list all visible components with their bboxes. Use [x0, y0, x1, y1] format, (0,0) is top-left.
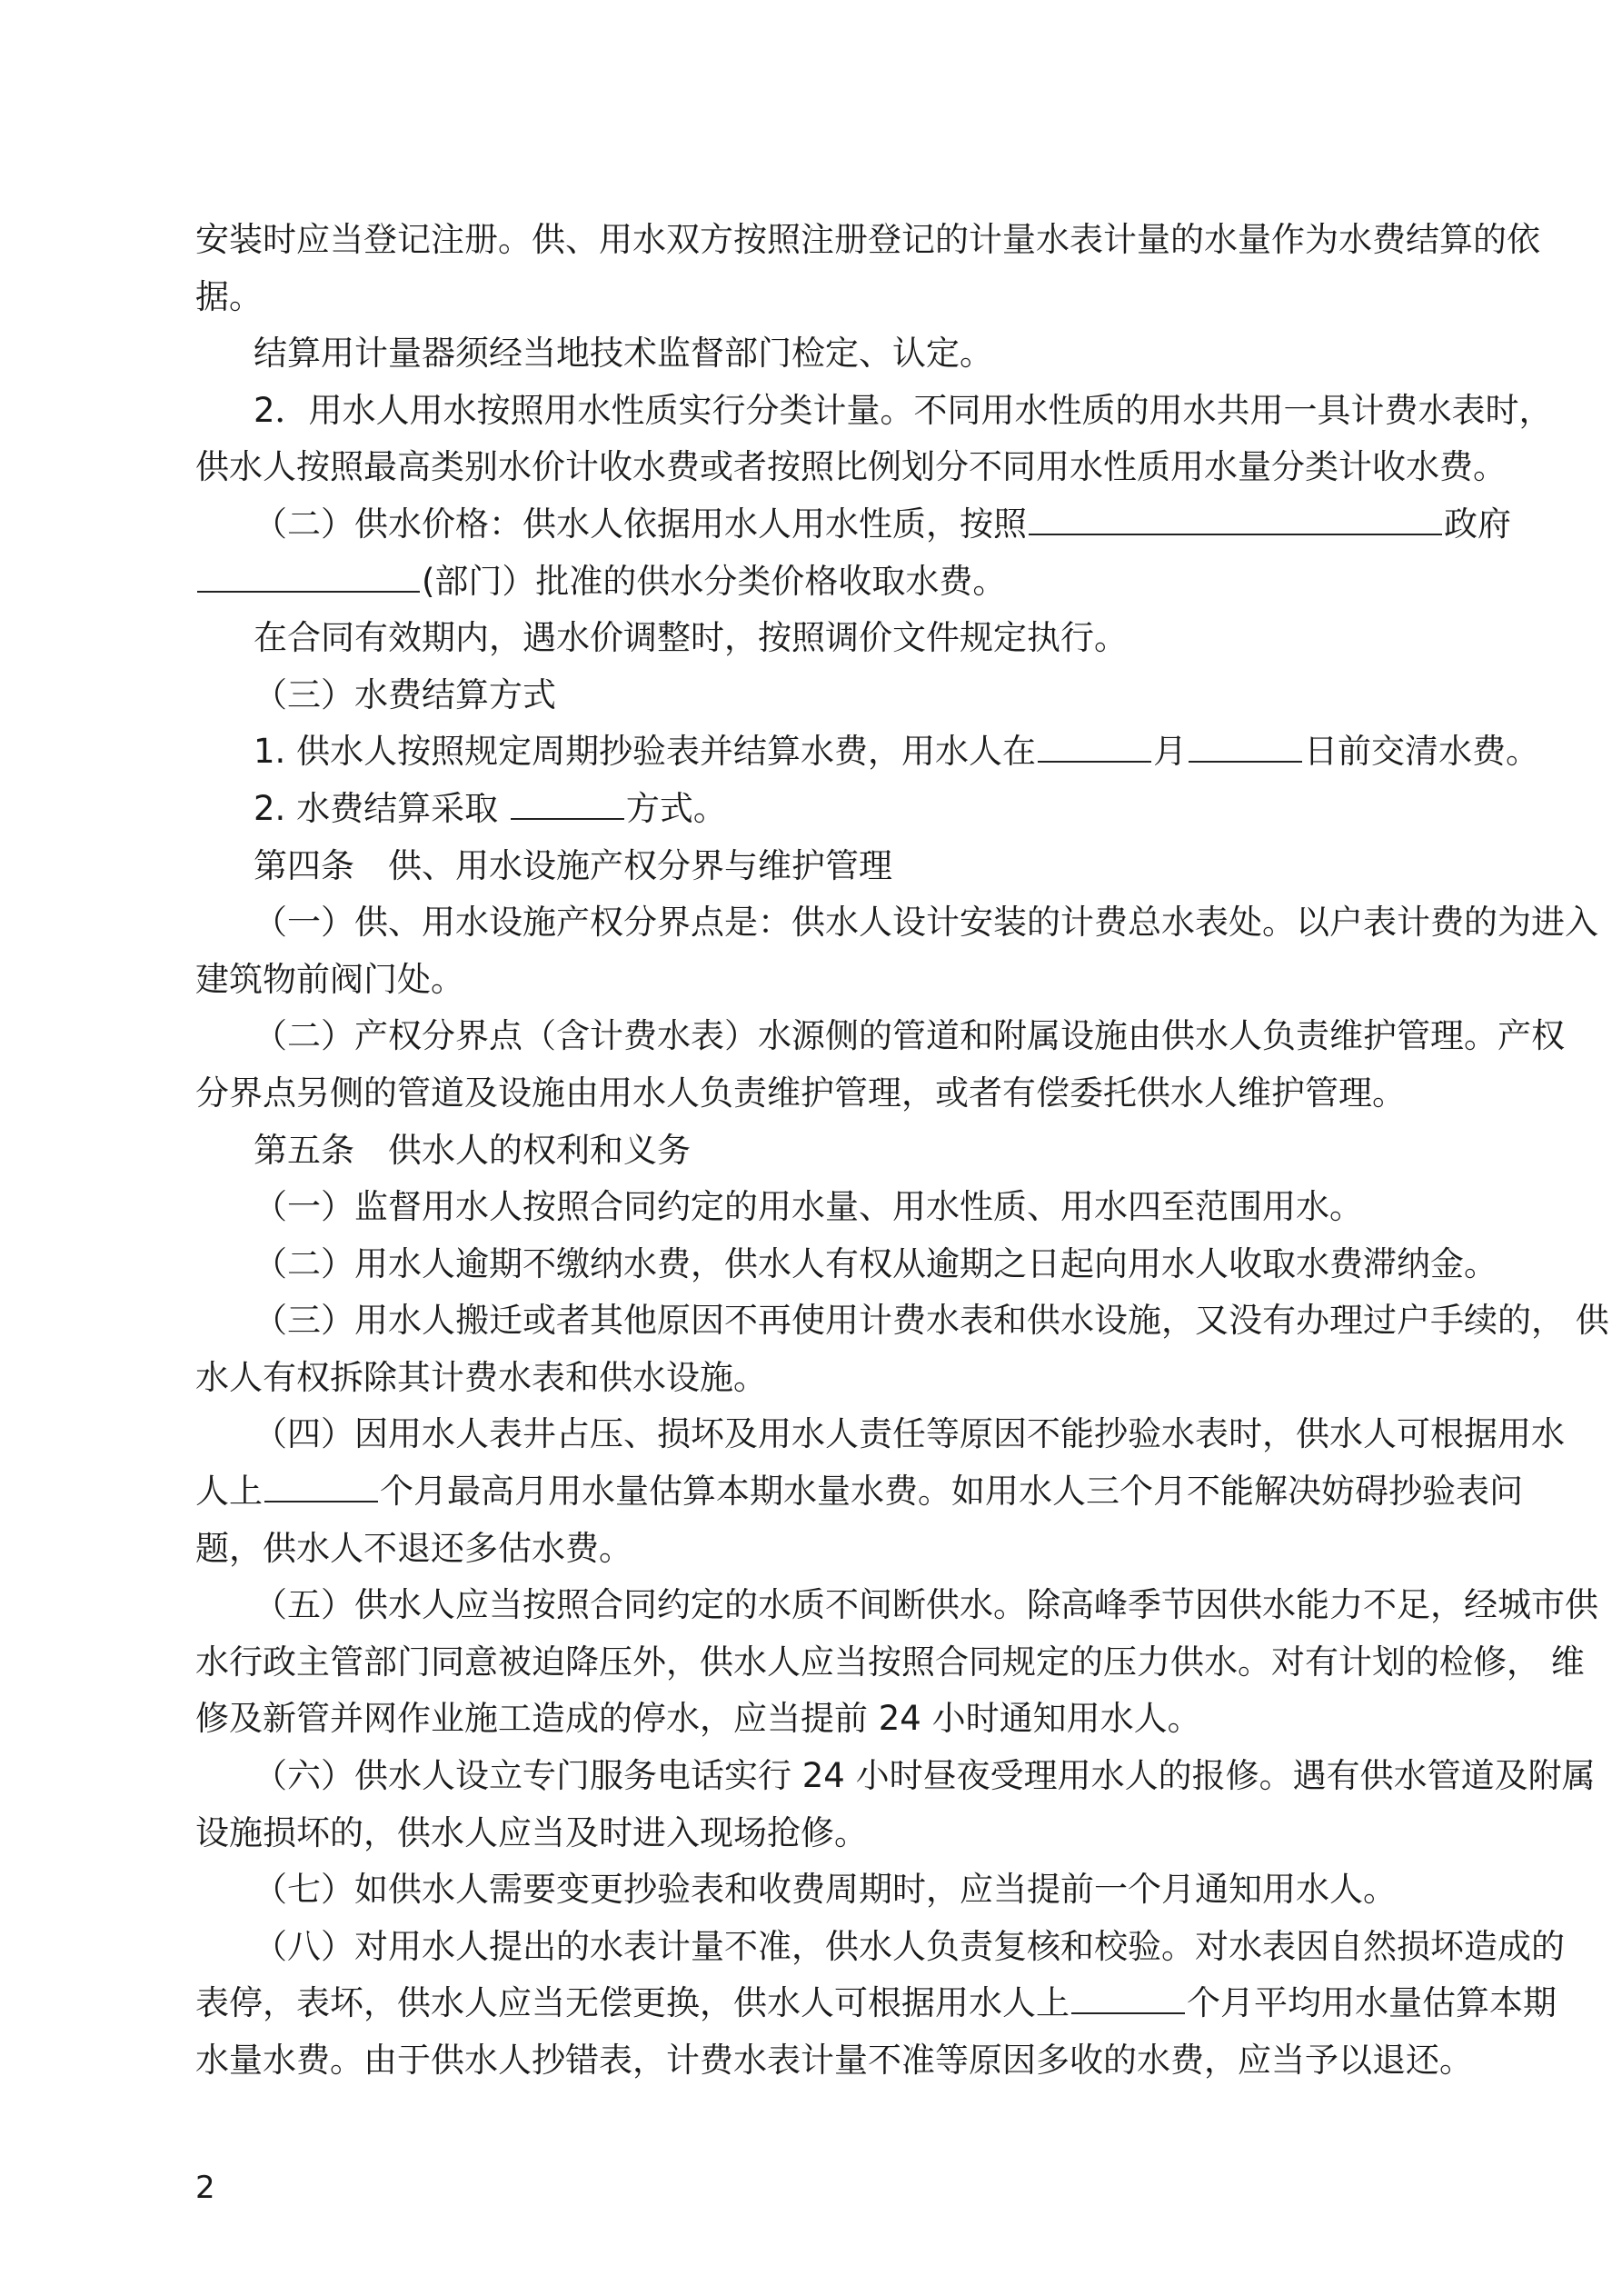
text-line	[195, 2032, 1473, 2090]
text-segment: （二）产权分界点（含计费水表）水源侧的管道和附属设施由供水人负责维护管理。产权	[254, 1016, 1565, 1056]
paragraph	[195, 1862, 1454, 1919]
text-segment: 据。	[195, 276, 263, 316]
text-line	[195, 1406, 1565, 1463]
text-segment: (部门）批准的供水分类价格收取水费。	[422, 561, 1007, 601]
text-line	[195, 269, 1454, 326]
fill-in-blank[interactable]	[1071, 1982, 1185, 2014]
text-line	[195, 1748, 1596, 1805]
paragraph	[195, 724, 1540, 781]
text-line	[195, 667, 1454, 724]
text-line	[195, 325, 1454, 383]
text-segment: 人上	[195, 1472, 263, 1512]
document-body	[195, 212, 1609, 2090]
text-segment: （七）如供水人需要变更抄验表和收费周期时，应当提前一个月通知用水人。	[254, 1870, 1397, 1910]
text-segment: 第四条 供、用水设施产权分界与维护管理	[254, 845, 892, 885]
fill-in-blank[interactable]	[1038, 730, 1151, 763]
text-segment: 第五条 供水人的权利和义务	[254, 1130, 691, 1170]
paragraph	[195, 838, 1454, 895]
text-segment: 水人有权拆除其计费水表和供水设施。	[195, 1357, 767, 1397]
paragraph	[195, 1179, 1454, 1236]
text-line	[195, 1236, 1498, 1293]
text-segment: （四）因用水人表井占压、损坏及用水人责任等原因不能抄验水表时，供水人可根据用水	[254, 1414, 1565, 1454]
text-segment: （二）用水人逾期不缴纳水费，供水人有权从逾期之日起向用水人收取水费滞纳金。	[254, 1243, 1498, 1283]
text-segment: 设施损坏的，供水人应当及时进入现场抢修。	[195, 1812, 868, 1852]
text-segment: （八）对用水人提出的水表计量不准，供水人负责复核和校验。对水表因自然损坏造成的	[254, 1926, 1565, 1966]
text-line	[195, 439, 1507, 496]
text-segment: 水量水费。由于供水人抄错表，计费水表计量不准等原因多收的水费，应当予以退还。	[195, 2041, 1473, 2080]
text-line	[195, 554, 1454, 611]
text-segment: 2．用水人用水按照用水性质实行分类计量。不同用水性质的用水共用一具计费水表时，	[254, 390, 1553, 430]
text-segment: 修及新管并网作业施工造成的停水，应当提前 24 小时通知用水人。	[195, 1699, 1201, 1739]
text-segment: 政府	[1444, 504, 1511, 544]
text-line	[195, 1975, 1557, 2032]
text-segment: （三）水费结算方式	[254, 674, 556, 714]
text-segment: 建筑物前阀门处。	[195, 959, 464, 999]
text-line	[195, 1350, 1454, 1407]
text-line	[195, 212, 1540, 269]
paragraph	[195, 610, 1454, 667]
fill-in-blank[interactable]	[511, 787, 624, 820]
text-segment: 1. 供水人按照规定周期抄验表并结算水费，用水人在	[254, 732, 1037, 772]
text-line	[195, 1577, 1598, 1634]
text-segment: 安装时应当登记注册。供、用水双方按照注册登记的计量水表计量的水量作为水费结算的依	[195, 220, 1540, 259]
text-segment: 在合同有效期内，遇水价调整时，按照调价文件规定执行。	[254, 618, 1128, 658]
paragraph	[195, 1748, 1596, 1862]
text-line	[195, 894, 1598, 952]
paragraph	[195, 325, 1454, 383]
text-segment: 供水人按照最高类别水价计收水费或者按照比例划分不同用水性质用水量分类计收水费。	[195, 447, 1507, 487]
text-line	[195, 383, 1553, 440]
paragraph	[195, 1919, 1565, 2090]
text-line	[195, 1123, 1454, 1180]
text-segment: 个月平均用水量估算本期	[1187, 1983, 1557, 2023]
text-segment: 方式。	[625, 788, 727, 828]
text-line	[195, 838, 1454, 895]
text-line	[195, 1919, 1565, 1976]
text-line	[195, 1691, 1454, 1748]
paragraph	[195, 1008, 1565, 1122]
text-line	[195, 496, 1511, 554]
text-segment: （五）供水人应当按照合同约定的水质不间断供水。除高峰季节因供水能力不足，经城市供	[254, 1585, 1598, 1625]
fill-in-blank[interactable]	[264, 1470, 378, 1502]
paragraph	[195, 667, 1454, 724]
text-segment: （一）供、用水设施产权分界点是：供水人设计安装的计费总水表处。以户表计费的为进入	[254, 903, 1598, 943]
text-line	[195, 1463, 1523, 1521]
text-segment: 表停，表坏，供水人应当无偿更换，供水人可根据用水人上	[195, 1983, 1070, 2023]
text-line	[195, 1008, 1565, 1065]
paragraph	[195, 781, 1454, 838]
text-segment: 水行政主管部门同意被迫降压外，供水人应当按照合同规定的压力供水。对有计划的检修， 维	[195, 1642, 1585, 1682]
text-line	[195, 1293, 1609, 1350]
text-segment: 个月最高月用水量估算本期水量水费。如用水人三个月不能解决妨碍抄验表问	[380, 1472, 1523, 1512]
text-line	[195, 1065, 1454, 1123]
text-line	[195, 1805, 1454, 1862]
fill-in-blank[interactable]	[1189, 730, 1302, 763]
text-line	[195, 724, 1540, 781]
text-segment: 结算用计量器须经当地技术监督部门检定、认定。	[254, 334, 993, 374]
text-line	[195, 1179, 1454, 1236]
text-line	[195, 1634, 1585, 1692]
text-line	[195, 1862, 1454, 1919]
page-number: 2	[195, 2170, 215, 2206]
paragraph	[195, 1236, 1498, 1293]
paragraph	[195, 212, 1540, 325]
text-line	[195, 781, 1454, 838]
text-segment: 分界点另侧的管道及设施由用水人负责维护管理，或者有偿委托供水人维护管理。	[195, 1073, 1406, 1113]
text-segment: 2. 水费结算采取	[254, 788, 509, 828]
text-segment: （二）供水价格：供水人依据用水人用水性质，按照	[254, 504, 1027, 544]
paragraph	[195, 496, 1511, 610]
text-segment: （三）用水人搬迁或者其他原因不再使用计费水表和供水设施，又没有办理过户手续的， 供	[254, 1301, 1609, 1341]
text-line	[195, 952, 1454, 1009]
text-line	[195, 610, 1454, 667]
paragraph	[195, 1123, 1454, 1180]
text-line	[195, 1521, 1454, 1578]
paragraph	[195, 1406, 1565, 1577]
paragraph	[195, 383, 1553, 496]
text-segment: 题，供水人不退还多估水费。	[195, 1528, 632, 1568]
fill-in-blank[interactable]	[197, 560, 420, 593]
text-segment: （一）监督用水人按照合同约定的用水量、用水性质、用水四至范围用水。	[254, 1187, 1363, 1227]
text-segment: 月	[1153, 732, 1188, 772]
paragraph	[195, 1293, 1609, 1406]
text-segment: （六）供水人设立专门服务电话实行 24 小时昼夜受理用水人的报修。遇有供水管道及附属	[254, 1756, 1596, 1796]
paragraph	[195, 894, 1598, 1008]
fill-in-blank[interactable]	[1029, 503, 1442, 535]
text-segment: 日前交清水费。	[1304, 732, 1540, 772]
paragraph	[195, 1577, 1598, 1748]
